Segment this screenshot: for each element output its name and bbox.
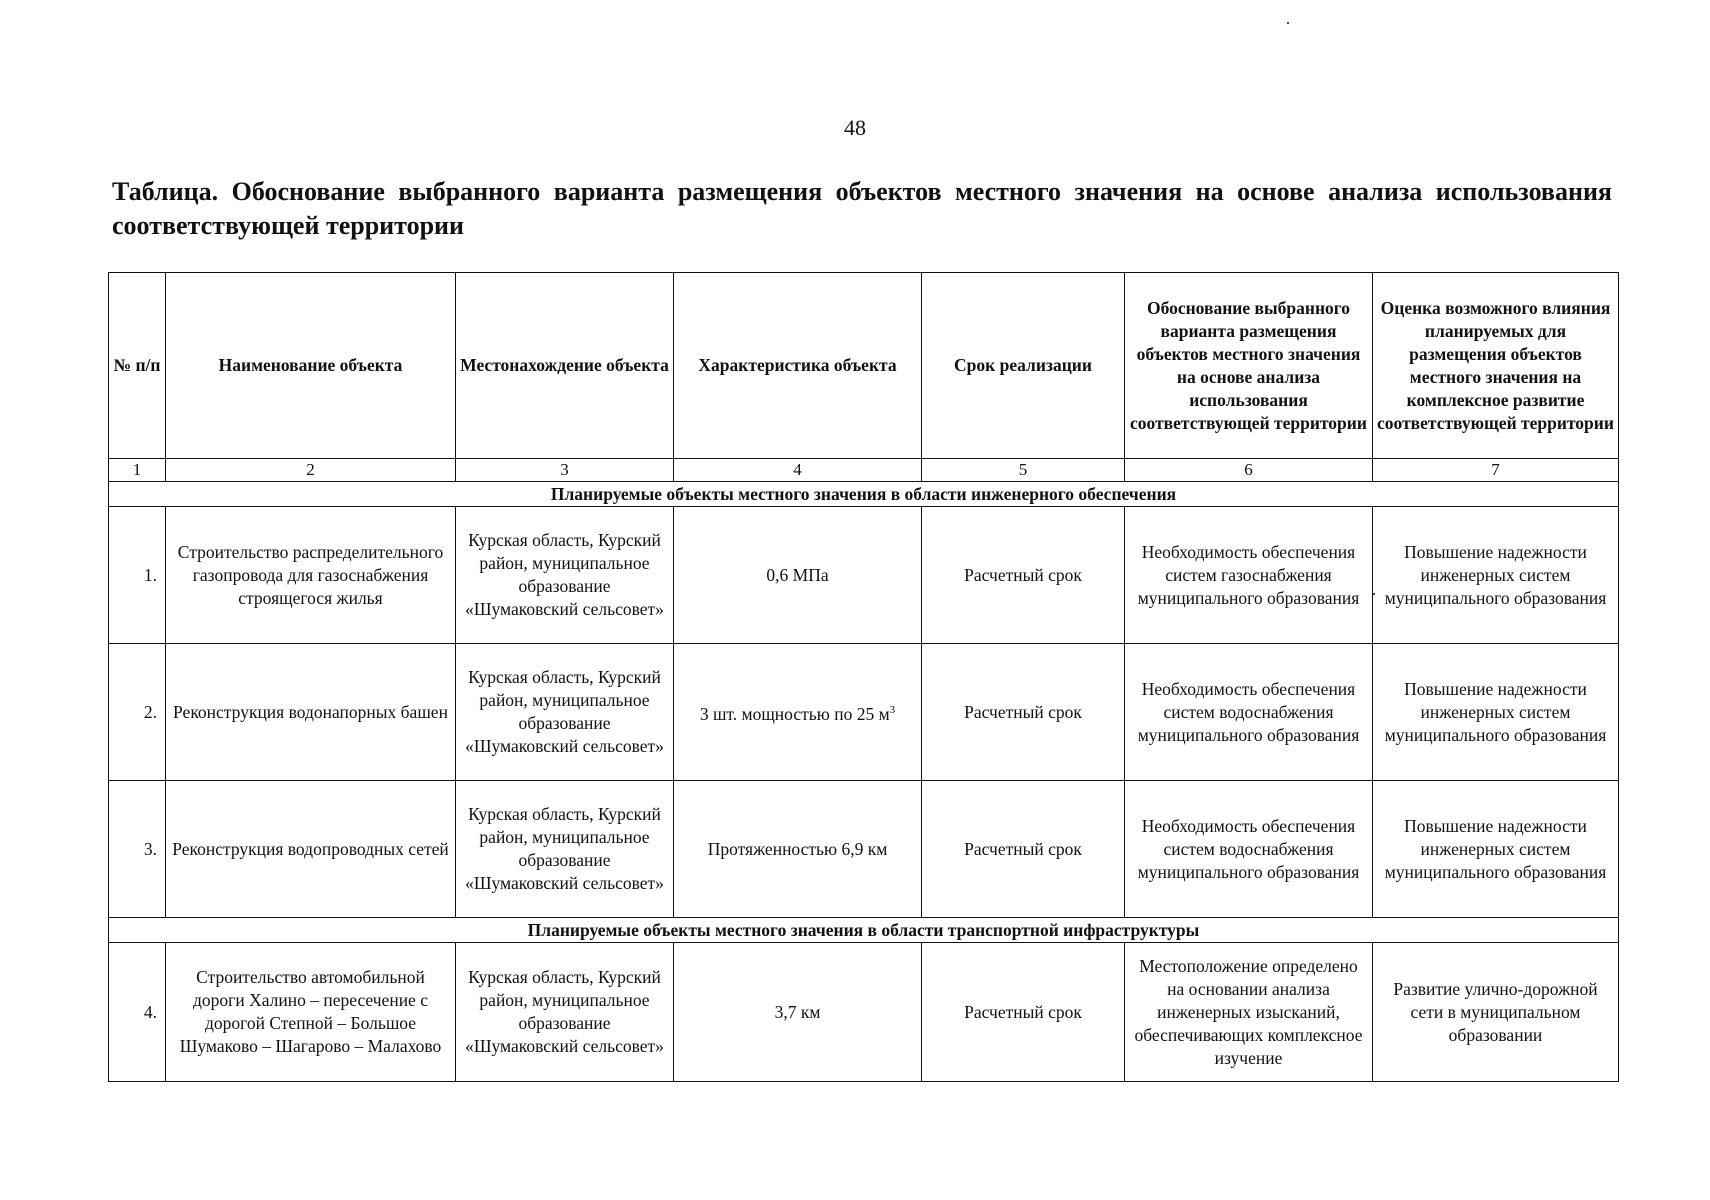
- scan-speck: [1373, 593, 1375, 595]
- object-name: Реконструкция водопроводных сетей: [166, 781, 456, 918]
- header-impact: Оценка возможного влияния планируемых для размещения объектов местного значения на комплексное развитие соответствующей территории: [1373, 273, 1619, 459]
- object-term: Расчетный срок: [922, 644, 1125, 781]
- row-number: 1.: [109, 507, 166, 644]
- object-justification: Необходимость обеспечения систем водоснабжения муниципального образования: [1125, 644, 1373, 781]
- column-number: 3: [456, 459, 674, 482]
- column-number: 4: [674, 459, 922, 482]
- scan-speck: [1287, 22, 1289, 24]
- column-number-row: [109, 459, 1619, 482]
- section-row: [109, 918, 1619, 943]
- header-term: Срок реализации: [922, 273, 1125, 459]
- object-location: Курская область, Курский район, муниципальное образование «Шумаковский сельсовет»: [456, 644, 674, 781]
- object-characteristic: Протяженностью 6,9 км: [674, 781, 922, 918]
- object-characteristic-cell: [674, 644, 922, 781]
- row-number: 4.: [109, 943, 166, 1082]
- superscript-cubic: 3: [889, 703, 896, 716]
- object-justification: Необходимость обеспечения систем газоснабжения муниципального образования: [1125, 507, 1373, 644]
- header-justification: Обоснование выбранного варианта размещения объектов местного значения на основе анализа использования соответствующей территории: [1125, 273, 1373, 459]
- column-number: 2: [166, 459, 456, 482]
- object-term: Расчетный срок: [922, 781, 1125, 918]
- table-row: [109, 781, 1619, 918]
- table-row: [109, 644, 1619, 781]
- object-name: Строительство автомобильной дороги Халино – пересечение с дорогой Степной – Большое Шумаково – Шагарово – Малахово: [166, 943, 456, 1082]
- object-impact: Повышение надежности инженерных систем муниципального образования: [1373, 644, 1619, 781]
- object-characteristic: 0,6 МПа: [674, 507, 922, 644]
- row-number: 2.: [109, 644, 166, 781]
- object-justification: Необходимость обеспечения систем водоснабжения муниципального образования: [1125, 781, 1373, 918]
- table-row: [109, 507, 1619, 644]
- column-number: 1: [109, 459, 166, 482]
- objects-table: [108, 272, 1619, 1082]
- column-number: 5: [922, 459, 1125, 482]
- object-justification: Местоположение определено на основании анализа инженерных изысканий, обеспечивающих комплексное изучение: [1125, 943, 1373, 1082]
- section-row: [109, 482, 1619, 507]
- header-name: Наименование объекта: [166, 273, 456, 459]
- object-impact: Повышение надежности инженерных систем муниципального образования: [1373, 507, 1619, 644]
- column-number: 7: [1373, 459, 1619, 482]
- object-impact: Повышение надежности инженерных систем муниципального образования: [1373, 781, 1619, 918]
- object-name: Строительство распределительного газопровода для газоснабжения строящегося жилья: [166, 507, 456, 644]
- object-characteristic: 3 шт. мощностью по 25 м: [699, 703, 890, 724]
- row-number: 3.: [109, 781, 166, 918]
- header-location: Местонахождение объекта: [456, 273, 674, 459]
- section-heading-transport: Планируемые объекты местного значения в области транспортной инфраструктуры: [109, 918, 1619, 943]
- object-term: Расчетный срок: [922, 507, 1125, 644]
- object-location: Курская область, Курский район, муниципальное образование «Шумаковский сельсовет»: [456, 943, 674, 1082]
- section-heading-engineering: Планируемые объекты местного значения в области инженерного обеспечения: [109, 482, 1619, 507]
- table-row: [109, 943, 1619, 1082]
- object-location: Курская область, Курский район, муниципальное образование «Шумаковский сельсовет»: [456, 507, 674, 644]
- header-characteristic: Характеристика объекта: [674, 273, 922, 459]
- column-number: 6: [1125, 459, 1373, 482]
- object-term: Расчетный срок: [922, 943, 1125, 1082]
- object-name: Реконструкция водонапорных башен: [166, 644, 456, 781]
- page-number: 48: [844, 115, 866, 140]
- header-num: № п/п: [109, 273, 166, 459]
- document-title: Таблица. Обоснование выбранного варианта размещения объектов местного значения на основе анализа использования соответствующей территории: [112, 177, 1612, 240]
- object-impact: Развитие улично-дорожной сети в муниципальном образовании: [1373, 943, 1619, 1082]
- object-characteristic: 3,7 км: [674, 943, 922, 1082]
- object-location: Курская область, Курский район, муниципальное образование «Шумаковский сельсовет»: [456, 781, 674, 918]
- header-row: [109, 273, 1619, 459]
